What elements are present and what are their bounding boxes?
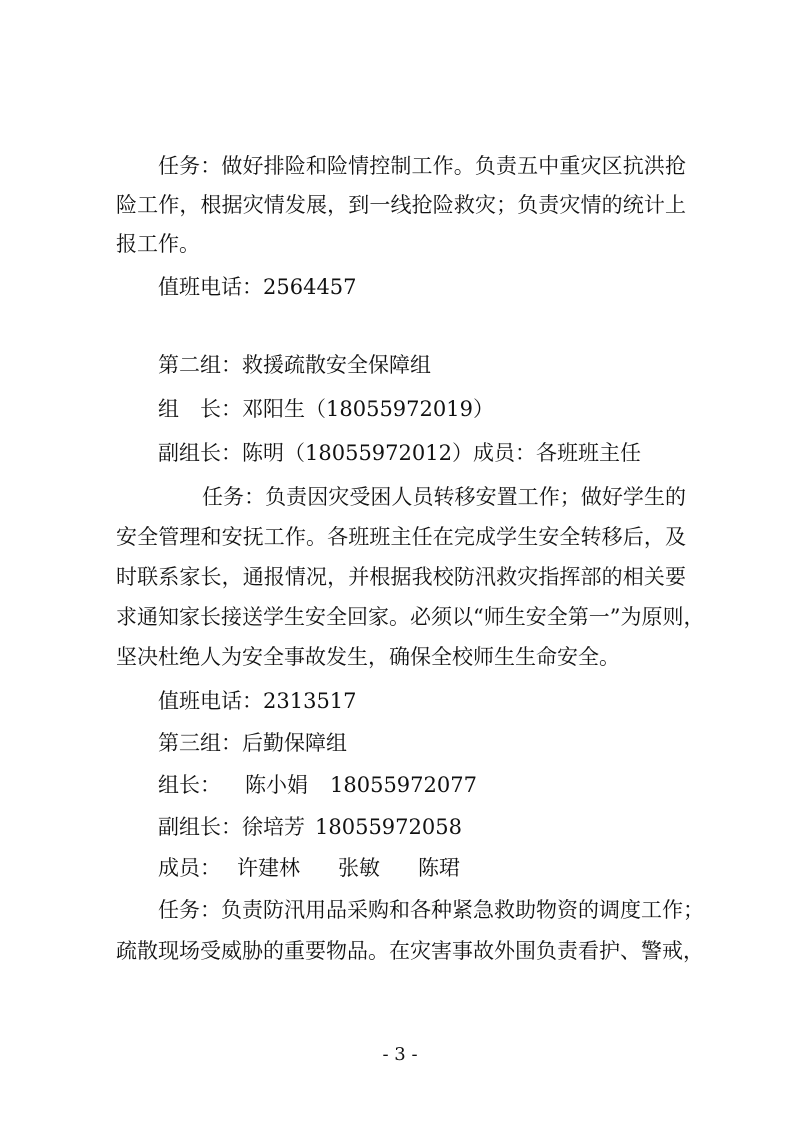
group2-members-value: 各班班主任: [535, 441, 641, 465]
group2-leader-label: 组 长：: [158, 397, 242, 421]
group3-member-1: 许建林: [237, 856, 300, 880]
page-number: - 3 -: [382, 1044, 418, 1065]
task-line-1: 任务：做好排险和险情控制工作。负责五中重灾区抗洪抢: [158, 154, 686, 178]
group2-task-line-5: 坚决杜绝人为安全事故发生，确保全校师生生命安全。: [116, 645, 620, 669]
group2-leader-value: 邓阳生（18055972019）: [242, 397, 494, 421]
group3-member-2: 张敏: [338, 856, 380, 880]
group3-members: [158, 853, 460, 883]
group2-deputy-value: 陈明（18055972012）: [242, 441, 473, 465]
group3-title: 第三组：后勤保障组: [158, 731, 347, 755]
group2-task-line-3: 时联系家长，通报情况，并根据我校防汛救灾指挥部的相关要: [116, 565, 686, 589]
group3-members-label: 成员：: [158, 856, 221, 880]
group3-task-line-2: 疏散现场受威胁的重要物品。在灾害事故外围负责看护、警戒，: [116, 939, 704, 963]
group2-task-line-4: 求通知家长接送学生安全回家。必须以“师生安全第一”为原则，: [116, 605, 705, 629]
group3-deputy-phone: 18055972058: [315, 815, 462, 839]
group3-deputy-label: 副组长：: [158, 815, 242, 839]
group2-task-line-2: 安全管理和安抚工作。各班班主任在完成学生安全转移后，及: [116, 525, 686, 549]
task-line-3: 报工作。: [116, 232, 200, 256]
group3-leader-phone: 18055972077: [330, 773, 477, 797]
group2-deputy-label: 副组长：: [158, 441, 242, 465]
task-line-2: 险工作，根据灾情发展，到一线抢险救灾；负责灾情的统计上: [116, 193, 686, 217]
group3-leader-label: 组长：: [158, 773, 221, 797]
group2-duty-phone: 值班电话：2313517: [158, 689, 357, 713]
duty-phone-1: 值班电话：2564457: [158, 275, 357, 299]
group3-deputy-name: 徐培芳: [242, 815, 305, 839]
group2-title: 第二组：救援疏散安全保障组: [158, 353, 431, 377]
group2-task-line-1: 任务：负责因灾受困人员转移安置工作；做好学生的: [202, 485, 686, 509]
group3-task-line-1: 任务：负责防汛用品采购和各种紧急救助物资的调度工作；: [158, 898, 704, 922]
group2-leader: [158, 394, 494, 424]
group3-leader: [158, 770, 477, 800]
group2-members-label: 成员：: [472, 441, 536, 465]
group3-deputy: [158, 812, 462, 842]
group3-leader-name: 陈小娟: [245, 773, 308, 797]
group3-member-3: 陈珺: [418, 856, 460, 880]
group2-deputy: [158, 438, 641, 468]
